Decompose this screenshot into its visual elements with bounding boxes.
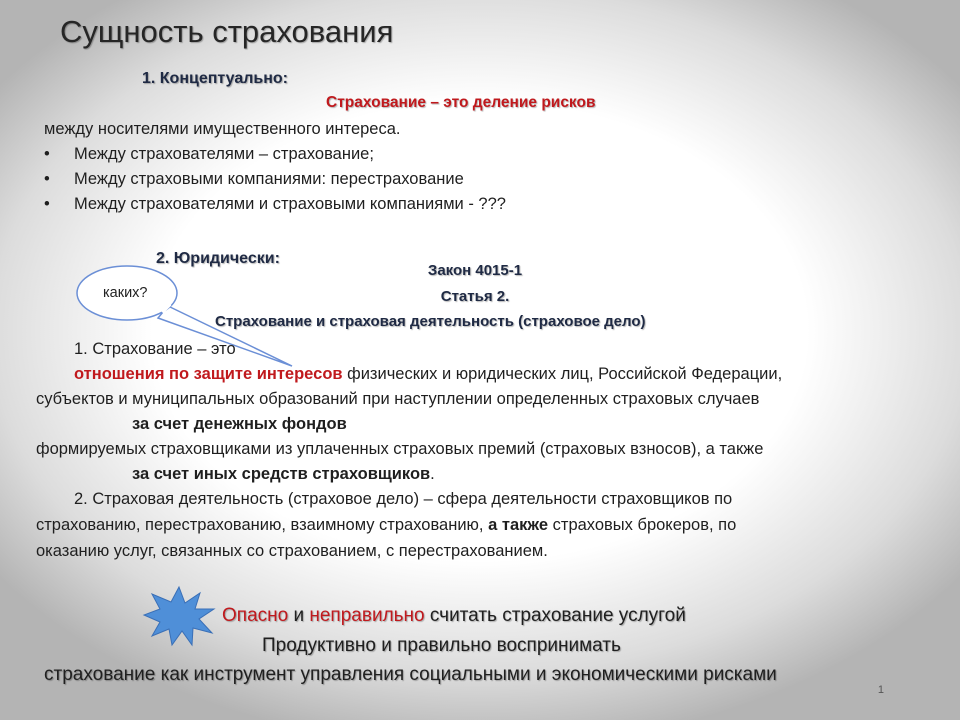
warning-word-dangerous: Опасно xyxy=(222,605,289,626)
bottom-line-2: Продуктивно и правильно воспринимать xyxy=(262,635,621,656)
p1-line1: отношения по защите интересов физических и юридических лиц, Российской Федерации, xyxy=(74,365,783,383)
p2-line3: оказанию услуг, связанных со страхованием, с перестрахованием. xyxy=(36,542,548,560)
p1-red-phrase: отношения по защите интересов xyxy=(74,365,343,383)
list-item: • Между страхователями – страхование; xyxy=(44,145,374,163)
section1-lead: между носителями имущественного интереса. xyxy=(44,120,401,138)
warning-word-wrong: неправильно xyxy=(309,605,425,626)
law-chapter: Страхование и страховая деятельность (страховое дело) xyxy=(215,313,646,330)
p1-line4: формируемых страховщиками из уплаченных страховых премий (страховых взносов), а также xyxy=(36,440,764,458)
list-item: • Между страховыми компаниями: перестрахование xyxy=(44,170,464,188)
section1-definition: Страхование – это деление рисков xyxy=(326,94,596,111)
page-number: 1 xyxy=(877,684,884,696)
p1-intro: 1. Страхование – это xyxy=(74,340,236,358)
warning-statement: Опасно и неправильно считать страхование услугой xyxy=(222,605,686,626)
section2-heading: 2. Юридически: xyxy=(156,250,280,267)
law-article: Статья 2. xyxy=(440,288,510,305)
bullet-icon: • xyxy=(44,195,50,213)
section1-heading: 1. Концептуально: xyxy=(142,70,288,87)
bullet-icon: • xyxy=(44,145,50,163)
p1-bold1: за счет денежных фондов xyxy=(132,415,347,433)
p2-line1: 2. Страховая деятельность (страховое дело) – сфера деятельности страховщиков по xyxy=(74,490,733,508)
p2-line2: страхованию, перестрахованию, взаимному страхованию, а также страховых брокеров, по xyxy=(36,516,737,534)
p1-line5: за счет иных средств страховщиков. xyxy=(132,465,435,483)
page-title: Сущность страхования xyxy=(60,14,394,49)
starburst-icon xyxy=(142,585,216,647)
bullet-icon: • xyxy=(44,170,50,188)
p1-line2: субъектов и муниципальных образований при наступлении определенных страховых случаев xyxy=(36,390,760,408)
bottom-line-3: страхование как инструмент управления социальными и экономическими рисками xyxy=(44,664,777,685)
callout-text: каких? xyxy=(103,285,148,301)
law-title: Закон 4015-1 xyxy=(427,262,523,279)
list-item: • Между страхователями и страховыми компаниями - ??? xyxy=(44,195,506,213)
